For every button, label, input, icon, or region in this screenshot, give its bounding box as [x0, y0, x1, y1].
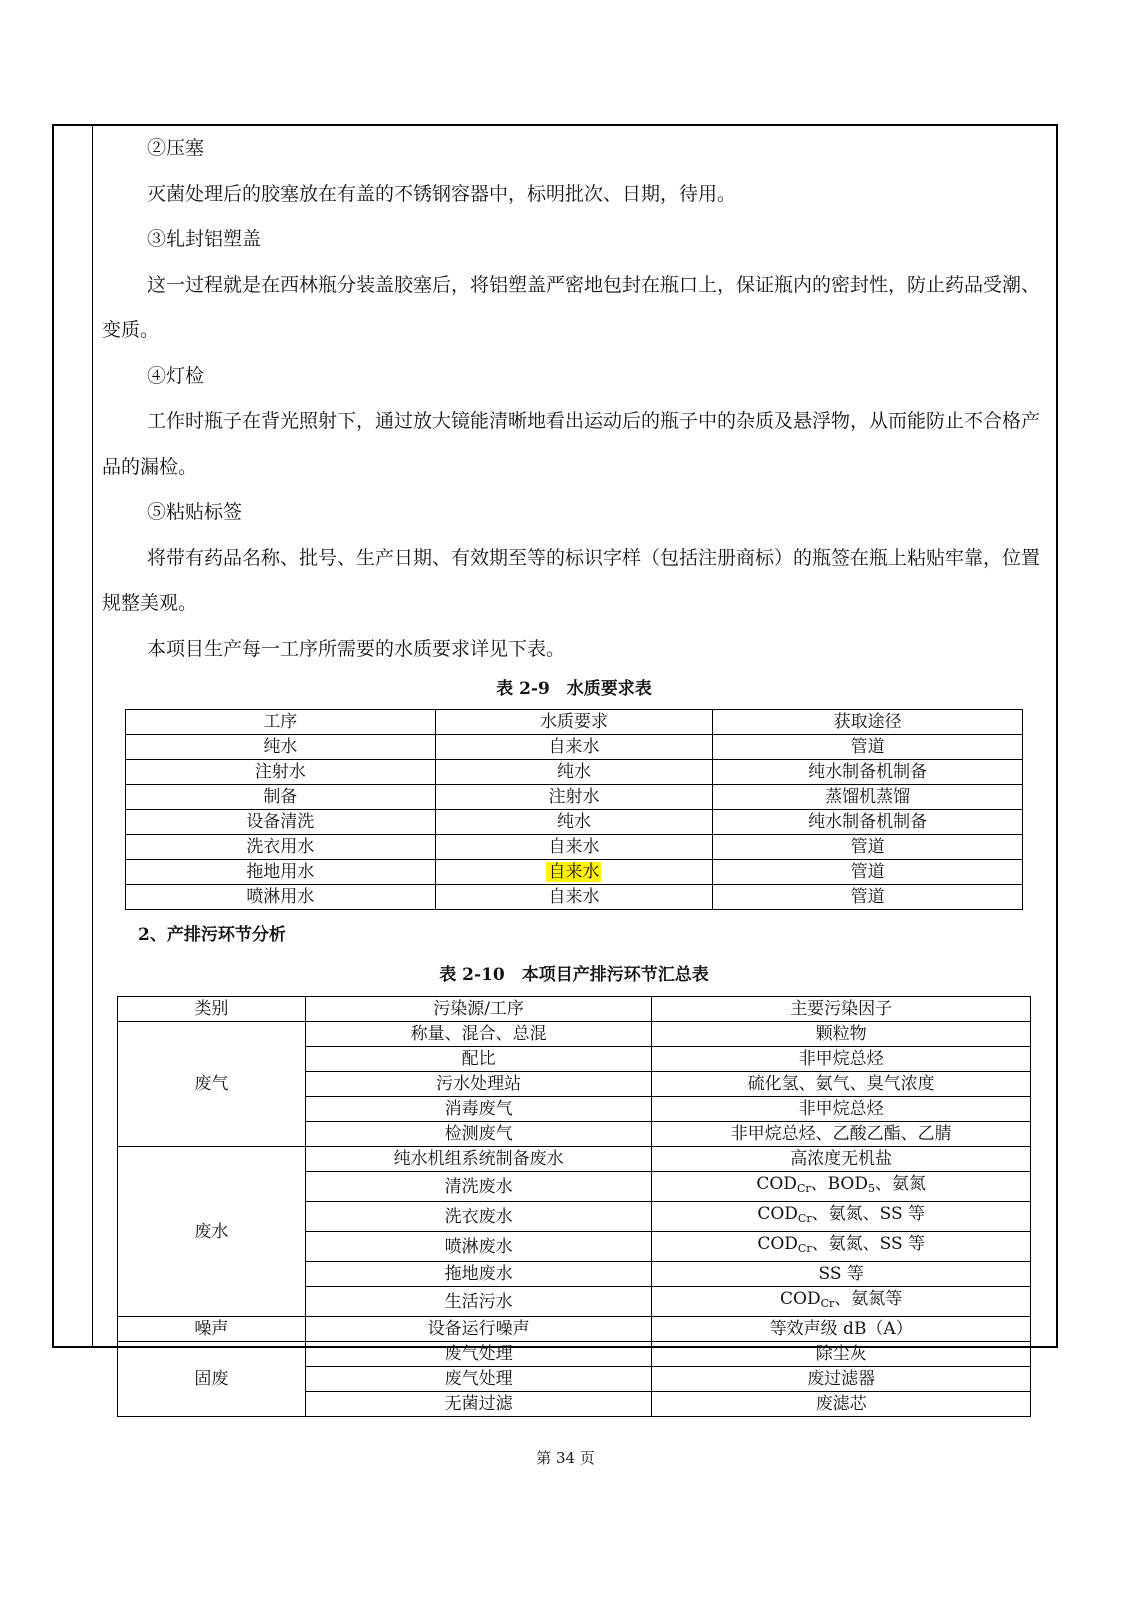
table-cell: 管道 [713, 860, 1023, 885]
table-cell: 除尘灰 [652, 1342, 1031, 1367]
table-row [126, 785, 1023, 810]
header-cell: 获取途径 [713, 710, 1023, 735]
table-cell: 配比 [305, 1047, 652, 1072]
table-row [126, 810, 1023, 835]
category-cell: 废气 [118, 1022, 306, 1147]
table-cell: 废气处理 [305, 1342, 652, 1367]
category-cell: 废水 [118, 1147, 306, 1317]
table-cell: 硫化氢、氨气、臭气浓度 [652, 1072, 1031, 1097]
table-cell: 纯水 [435, 810, 713, 835]
table-cell: 纯水制备机制备 [713, 810, 1023, 835]
table-cell: $COD_{Cr}$、氨氮、SS 等 [652, 1202, 1031, 1232]
table-cell: SS 等 [652, 1262, 1031, 1287]
table-cell: 等效声级 dB（A） [652, 1317, 1031, 1342]
step-heading: ③轧封铝塑盖 [147, 228, 262, 250]
table-cell: 纯水 [126, 735, 436, 760]
table-row [126, 885, 1023, 910]
pollution-summary-table [117, 996, 1031, 1417]
table-cell: 设备清洗 [126, 810, 436, 835]
table2-title: 表 2-10 本项目产排污环节汇总表 [439, 965, 709, 985]
table-row [126, 735, 1023, 760]
table-row [126, 760, 1023, 785]
table-row [118, 1342, 1031, 1367]
body-text [102, 126, 1048, 672]
table-cell: $COD_{Cr}$、氨氮、SS 等 [652, 1232, 1031, 1262]
paragraph: 将带有药品名称、批号、生产日期、有效期至等的标识字样（包括注册商标）的瓶签在瓶上粘贴牢靠，位置规整美观。 [102, 546, 1041, 614]
table-cell: 非甲烷总烃、乙酸乙酯、乙腈 [652, 1122, 1031, 1147]
paragraph: 本项目生产每一工序所需要的水质要求详见下表。 [147, 637, 566, 660]
table-cell: 设备运行噪声 [305, 1317, 652, 1342]
header-cell: 主要污染因子 [652, 997, 1031, 1022]
table-cell: 纯水制备机制备 [713, 760, 1023, 785]
table-cell: 废过滤器 [652, 1367, 1031, 1392]
table-cell: 污水处理站 [305, 1072, 652, 1097]
paragraph: 工作时瓶子在背光照射下，通过放大镜能清晰地看出运动后的瓶子中的杂质及悬浮物，从而能防止不合格产品的漏检。 [102, 410, 1041, 478]
table-cell: 制备 [126, 785, 436, 810]
table-cell: 注射水 [435, 785, 713, 810]
highlighted-text: 自来水 [548, 862, 600, 882]
category-cell: 固废 [118, 1342, 306, 1417]
table-row [118, 1022, 1031, 1047]
table-header-row [126, 710, 1023, 735]
table-cell: 自来水 [435, 885, 713, 910]
table-cell: 非甲烷总烃 [652, 1097, 1031, 1122]
table-cell: 消毒废气 [305, 1097, 652, 1122]
table-cell: 自来水 [435, 835, 713, 860]
step-heading: ②压塞 [147, 137, 205, 159]
paragraph: 灭菌处理后的胶塞放在有盖的不锈钢容器中，标明批次、日期，待用。 [147, 182, 737, 205]
table-cell: 无菌过滤 [305, 1392, 652, 1417]
table-cell: 蒸馏机蒸馏 [713, 785, 1023, 810]
table-cell: 拖地用水 [126, 860, 436, 885]
table-cell: 自来水 [435, 735, 713, 760]
water-quality-table [125, 709, 1023, 910]
table-cell: 洗衣废水 [305, 1202, 652, 1232]
table-cell: 废滤芯 [652, 1392, 1031, 1417]
table-row [126, 835, 1023, 860]
table-cell: 管道 [713, 835, 1023, 860]
table-cell: 非甲烷总烃 [652, 1047, 1031, 1072]
table-cell: $COD_{Cr}$、氨氮等 [652, 1287, 1031, 1317]
header-cell: 污染源/工序 [305, 997, 652, 1022]
table-cell: 高浓度无机盐 [652, 1147, 1031, 1172]
table1-title: 表 2-9 水质要求表 [496, 679, 652, 699]
table-cell: 清洗废水 [305, 1172, 652, 1202]
table-cell: 管道 [713, 885, 1023, 910]
table-row [118, 1317, 1031, 1342]
table-cell: 喷淋用水 [126, 885, 436, 910]
table-cell: 检测废气 [305, 1122, 652, 1147]
table-cell: 废气处理 [305, 1367, 652, 1392]
table-cell: 颗粒物 [652, 1022, 1031, 1047]
page-number: 第 34 页 [536, 1449, 595, 1467]
table-cell: 洗衣用水 [126, 835, 436, 860]
table-row [118, 1147, 1031, 1172]
header-cell: 工序 [126, 710, 436, 735]
table-cell: 称量、混合、总混 [305, 1022, 652, 1047]
table-cell: 喷淋废水 [305, 1232, 652, 1262]
table-cell: 管道 [713, 735, 1023, 760]
table-cell [435, 860, 713, 885]
table-cell: 注射水 [126, 760, 436, 785]
table-header-row [118, 997, 1031, 1022]
header-cell: 水质要求 [435, 710, 713, 735]
table-cell: 纯水 [435, 760, 713, 785]
paragraph: 这一过程就是在西林瓶分装盖胶塞后，将铝塑盖严密地包封在瓶口上，保证瓶内的密封性，防止药品受潮、变质。 [102, 273, 1041, 341]
table-row [126, 860, 1023, 885]
header-cell: 类别 [118, 997, 306, 1022]
category-cell: 噪声 [118, 1317, 306, 1342]
frame-inner-border [92, 124, 93, 1348]
table-cell: 纯水机组系统制备废水 [305, 1147, 652, 1172]
step-heading: ④灯检 [147, 364, 205, 387]
table-cell: $COD_{Cr}$、$BOD_5$、氨氮 [652, 1172, 1031, 1202]
step-heading: ⑤粘贴标签 [147, 501, 243, 523]
section-heading: 2、产排污环节分析 [138, 925, 286, 945]
table-cell: 生活污水 [305, 1287, 652, 1317]
table-cell: 拖地废水 [305, 1262, 652, 1287]
